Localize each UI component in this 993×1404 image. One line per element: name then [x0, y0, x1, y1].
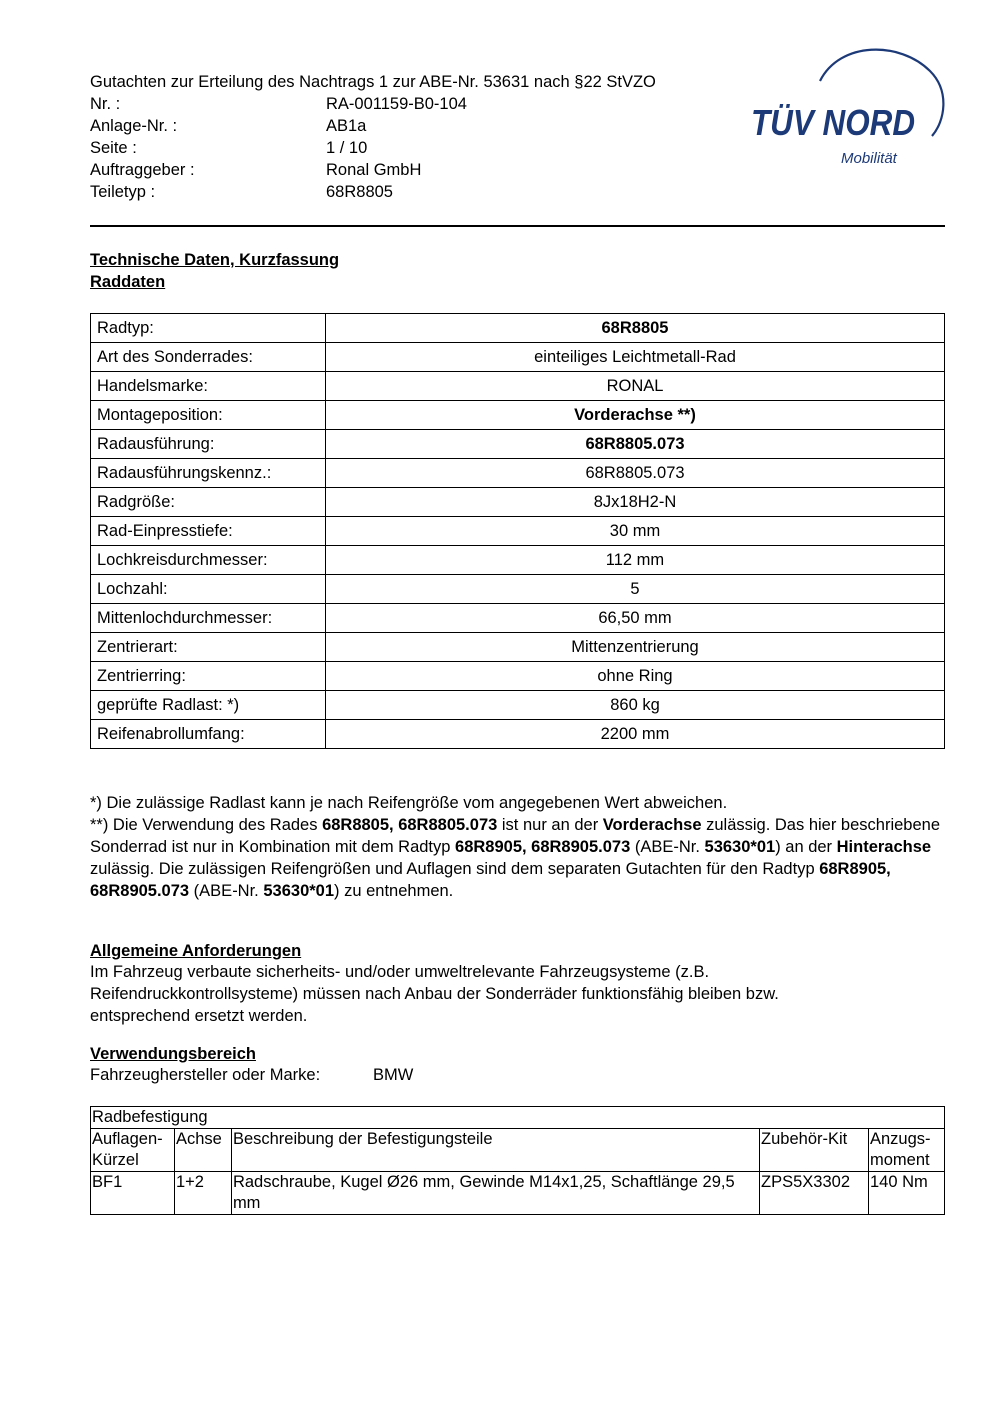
header-field-auftraggeber: [90, 159, 730, 181]
section-subtitle-raddaten: Raddaten: [90, 273, 166, 291]
header-value: Ronal GmbH: [326, 161, 422, 179]
wheel-label-cell: Rad-Einpresstiefe:: [91, 517, 326, 546]
wheel-label-cell: Radgröße:: [91, 488, 326, 517]
wheel-value-cell: ohne Ring: [326, 662, 945, 691]
wheel-label-cell: Radausführungskennz.:: [91, 459, 326, 488]
header-cell: Beschreibung der Befestigungsteile: [231, 1129, 759, 1172]
wheel-value-cell: 66,50 mm: [326, 604, 945, 633]
table-row: [91, 546, 945, 575]
wheel-value-cell: 5: [326, 575, 945, 604]
header-label: Auftraggeber :: [90, 161, 195, 179]
fixing-table-header-row: [91, 1129, 945, 1172]
table-row: [91, 1172, 945, 1215]
table-row: [91, 401, 945, 430]
wheel-value-cell: 68R8805.073: [326, 459, 945, 488]
wheel-label-cell: Lochzahl:: [91, 575, 326, 604]
table-row: [91, 604, 945, 633]
header-value: RA-001159-B0-104: [326, 95, 467, 113]
section-title-allgemeine: Allgemeine Anforderungen: [90, 942, 302, 960]
wheel-data-table: [90, 313, 945, 749]
manufacturer-value: BMW: [373, 1066, 414, 1084]
table-cell: ZPS5X3302: [760, 1172, 869, 1215]
table-cell: BF1: [91, 1172, 175, 1215]
fixing-table-caption: Radbefestigung: [91, 1107, 945, 1129]
table-row: [91, 459, 945, 488]
header-value: 1 / 10: [326, 139, 368, 157]
table-row: [91, 720, 945, 749]
header-field-seite: [90, 137, 730, 159]
section-title-technical: Technische Daten, Kurzfassung: [90, 251, 340, 269]
wheel-label-cell: Handelsmarke:: [91, 372, 326, 401]
document-title: Gutachten zur Erteilung des Nachtrags 1 zur ABE-Nr. 53631 nach §22 StVZO: [90, 73, 656, 91]
header-field-teiletyp: [90, 181, 730, 203]
wheel-value-cell: 68R8805: [326, 314, 945, 343]
header-label: Seite :: [90, 139, 137, 157]
table-row: [91, 575, 945, 604]
wheel-label-cell: Radausführung:: [91, 430, 326, 459]
header-label: Anlage-Nr. :: [90, 117, 178, 135]
header-cell: Zubehör-Kit: [760, 1129, 869, 1172]
wheel-value-cell: 68R8805.073: [326, 430, 945, 459]
wheel-label-cell: Lochkreisdurchmesser:: [91, 546, 326, 575]
table-row: [91, 372, 945, 401]
table-row: [91, 488, 945, 517]
wheel-label-cell: Mittenlochdurchmesser:: [91, 604, 326, 633]
wheel-label-cell: Zentrierart:: [91, 633, 326, 662]
header-field-anlage: [90, 115, 730, 137]
table-row: [91, 314, 945, 343]
allgemeine-text: Im Fahrzeug verbaute sicherheits- und/oder umweltrelevante Fahrzeugsysteme (z.B. Reifendruckkontrollsysteme) müssen nach Anbau der Sonderräder funktionsfähig bleiben bzw. entsprechend ersetzt werden.: [90, 963, 779, 1025]
header-cell: Auflagen-Kürzel: [91, 1129, 175, 1172]
table-cell: Radschraube, Kugel Ø26 mm, Gewinde M14x1,25, Schaftlänge 29,5 mm: [231, 1172, 759, 1215]
table-row: [91, 430, 945, 459]
table-cell: 140 Nm: [868, 1172, 944, 1215]
table-row: [91, 633, 945, 662]
wheel-value-cell: 8Jx18H2-N: [326, 488, 945, 517]
wheel-value-cell: 2200 mm: [326, 720, 945, 749]
wheel-label-cell: Zentrierring:: [91, 662, 326, 691]
fixing-table: [90, 1106, 945, 1215]
wheel-value-cell: RONAL: [326, 372, 945, 401]
header-value: 68R8805: [326, 183, 393, 201]
manufacturer-label: Fahrzeughersteller oder Marke:: [90, 1066, 321, 1084]
footnotes: [90, 792, 960, 902]
header-cell: Achse: [174, 1129, 231, 1172]
footnote-1: *) Die zulässige Radlast kann je nach Reifengröße vom angegebenen Wert abweichen.: [90, 794, 728, 812]
header-cell: Anzugs-moment: [868, 1129, 944, 1172]
manufacturer-line: [90, 1064, 413, 1086]
wheel-value-cell: einteiliges Leichtmetall-Rad: [326, 343, 945, 372]
wheel-value-cell: 30 mm: [326, 517, 945, 546]
logo-subtitle-text: Mobilität: [841, 150, 897, 167]
wheel-value-cell: 112 mm: [326, 546, 945, 575]
wheel-value-cell: Mittenzentrierung: [326, 633, 945, 662]
wheel-label-cell: Art des Sonderrades:: [91, 343, 326, 372]
tuv-nord-logo: [745, 46, 950, 171]
header-label: Teiletyp :: [90, 183, 156, 201]
table-row: [91, 662, 945, 691]
table-row: [91, 517, 945, 546]
section-title-verwendung: Verwendungsbereich: [90, 1045, 256, 1063]
header-value: AB1a: [326, 117, 367, 135]
table-cell: 1+2: [174, 1172, 231, 1215]
wheel-value-cell: Vorderachse **): [326, 401, 945, 430]
table-row: [91, 343, 945, 372]
wheel-label-cell: Reifenabrollumfang:: [91, 720, 326, 749]
logo-brand-text: TÜV NORD: [751, 102, 915, 143]
footnote-2: **) Die Verwendung des Rades 68R8805, 68R8805.073 ist nur an der Vorderachse zulässig. Das hier beschriebene Sonderrad ist nur in Kombination mit dem Radtyp 68R8905, 68R8905.073 (ABE-Nr. 53630*01) an der Hinterachse zulässig. Die zulässigen Reifengrößen und Auflagen sind dem separaten Gutachten für den Radtyp 68R8905, 68R8905.073 (ABE-Nr. 53630*01) zu entnehmen.: [90, 816, 940, 900]
wheel-value-cell: 860 kg: [326, 691, 945, 720]
table-row: [91, 691, 945, 720]
wheel-label-cell: Montageposition:: [91, 401, 326, 430]
header-field-nr: [90, 93, 730, 115]
wheel-label-cell: geprüfte Radlast: *): [91, 691, 326, 720]
document-header: [90, 71, 730, 203]
header-divider: [90, 225, 945, 227]
wheel-label-cell: Radtyp:: [91, 314, 326, 343]
header-label: Nr. :: [90, 95, 121, 113]
